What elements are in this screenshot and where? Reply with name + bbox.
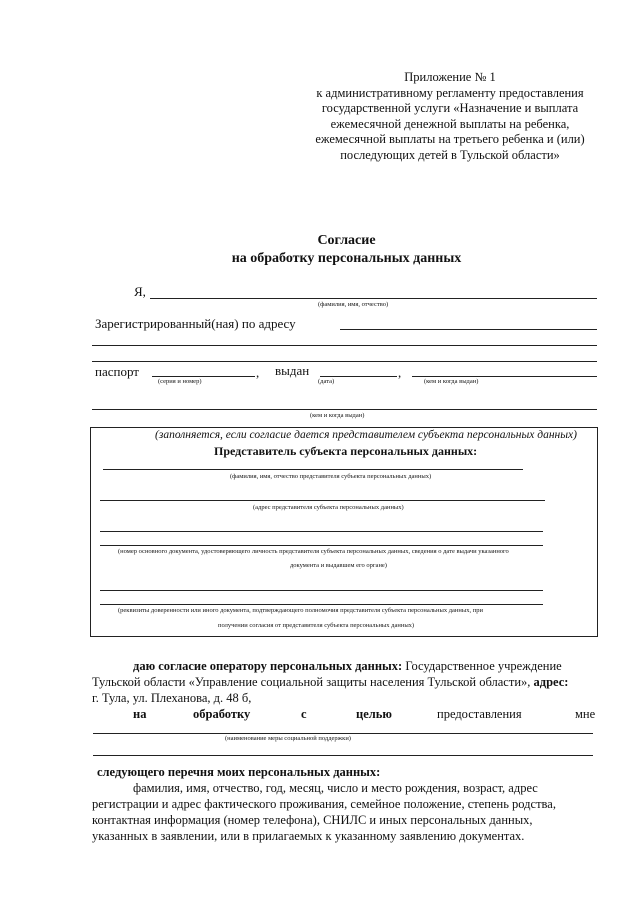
comma: , xyxy=(256,365,260,380)
representative-document-field-line2[interactable] xyxy=(100,545,543,546)
document-subtitle: на обработку персональных данных xyxy=(231,251,462,266)
representative-power-field-line2[interactable] xyxy=(100,604,543,605)
list-line: регистрации и адрес фактического проживания, семейное положение, степень родства, xyxy=(92,797,556,811)
list-heading: следующего перечня моих персональных данных: xyxy=(97,765,381,779)
consent-line-1 xyxy=(133,659,562,674)
representative-address-hint: (адрес представителя субъекта персональных данных) xyxy=(253,504,404,511)
me-word: мне xyxy=(575,707,596,721)
purpose-word: с xyxy=(301,707,307,721)
series-hint: (серия и номер) xyxy=(158,378,202,385)
representative-document-hint-2: документа и выдавшем его органе) xyxy=(290,562,387,569)
purpose-word: целью xyxy=(356,707,392,721)
annex-line: к административному регламенту предоставления xyxy=(316,85,584,100)
passport-series-field[interactable] xyxy=(152,376,255,377)
representative-power-field[interactable] xyxy=(100,590,543,591)
support-measure-field-line2[interactable] xyxy=(93,755,593,756)
annex-title: Приложение № 1 xyxy=(404,70,496,84)
list-line: фамилия, имя, отчество, год, месяц, число и место рождения, возраст, адрес xyxy=(133,781,538,795)
representative-address-field[interactable] xyxy=(100,500,545,501)
consent-lead: даю согласие оператору персональных данных: xyxy=(133,659,403,673)
passport-label: паспорт xyxy=(95,364,139,379)
support-measure-hint: (наименование меры социальной поддержки) xyxy=(225,735,351,742)
representative-name-hint: (фамилия, имя, отчество представителя субъекта персональных данных) xyxy=(230,473,432,480)
list-line: контактная информация (номер телефона), СНИЛС и иных персональных данных, xyxy=(92,813,533,827)
address-field-line3[interactable] xyxy=(92,361,597,362)
provide-word: предоставления xyxy=(437,707,522,721)
annex-block xyxy=(300,70,600,163)
annex-line: государственной услуги «Назначение и выплата xyxy=(321,101,579,115)
representative-document-hint: (номер основного документа, удостоверяющего личность представителя субъекта персональных данных, сведения о дате выдачи указанного xyxy=(118,548,509,555)
issue-date-field[interactable] xyxy=(320,376,397,377)
full-name-field[interactable] xyxy=(150,298,597,299)
address-field[interactable] xyxy=(340,329,597,330)
operator-name-cont: Тульской области «Управление социальной защиты населения Тульской области», xyxy=(92,675,534,689)
purpose-word: обработку xyxy=(193,707,251,721)
issued-by-field-line2[interactable] xyxy=(92,409,597,410)
address-field-line2[interactable] xyxy=(92,345,597,346)
operator-name: Государственное учреждение xyxy=(402,659,562,673)
i-label: Я, xyxy=(134,284,146,299)
consent-line-2 xyxy=(92,675,568,690)
representative-power-hint: (реквизиты доверенности или иного документа, подтверждающего полномочия представителя субъекта персональных данных, при xyxy=(118,607,483,614)
annex-line: последующих детей в Тульской области» xyxy=(340,147,560,162)
registered-label: Зарегистрированный(ная) по адресу xyxy=(95,316,296,331)
issued-by-hint: (кем и когда выдан) xyxy=(424,378,479,385)
representative-document-field[interactable] xyxy=(100,531,543,532)
representative-name-field[interactable] xyxy=(103,469,523,470)
representative-heading: Представитель субъекта персональных данных: xyxy=(214,444,478,458)
purpose-word: на xyxy=(133,707,147,721)
issued-by-field[interactable] xyxy=(412,376,597,377)
representative-note: (заполняется, если согласие дается представителем субъекта персональных данных) xyxy=(155,429,577,441)
support-measure-field[interactable] xyxy=(93,733,593,734)
list-line: указанных в заявлении, или в прилагаемых к указанному заявлению документах. xyxy=(92,829,525,843)
annex-line: ежемесячной денежной выплаты на ребенка, xyxy=(330,116,570,131)
operator-address: г. Тула, ул. Плеханова, д. 48 б, xyxy=(92,691,252,705)
annex-line: ежемесячной выплаты на третьего ребенка и (или) xyxy=(315,132,585,146)
date-hint: (дата) xyxy=(318,378,335,385)
address-label: адрес: xyxy=(533,675,569,689)
representative-power-hint-2: получении согласия от представителя субъекта персональных данных) xyxy=(218,622,415,629)
full-name-hint: (фамилия, имя, отчество) xyxy=(318,301,389,308)
issued-label: выдан xyxy=(275,363,310,378)
comma: , xyxy=(398,365,402,380)
document-title: Согласие xyxy=(317,233,376,248)
issued-by-hint-2: (кем и когда выдан) xyxy=(310,412,365,419)
